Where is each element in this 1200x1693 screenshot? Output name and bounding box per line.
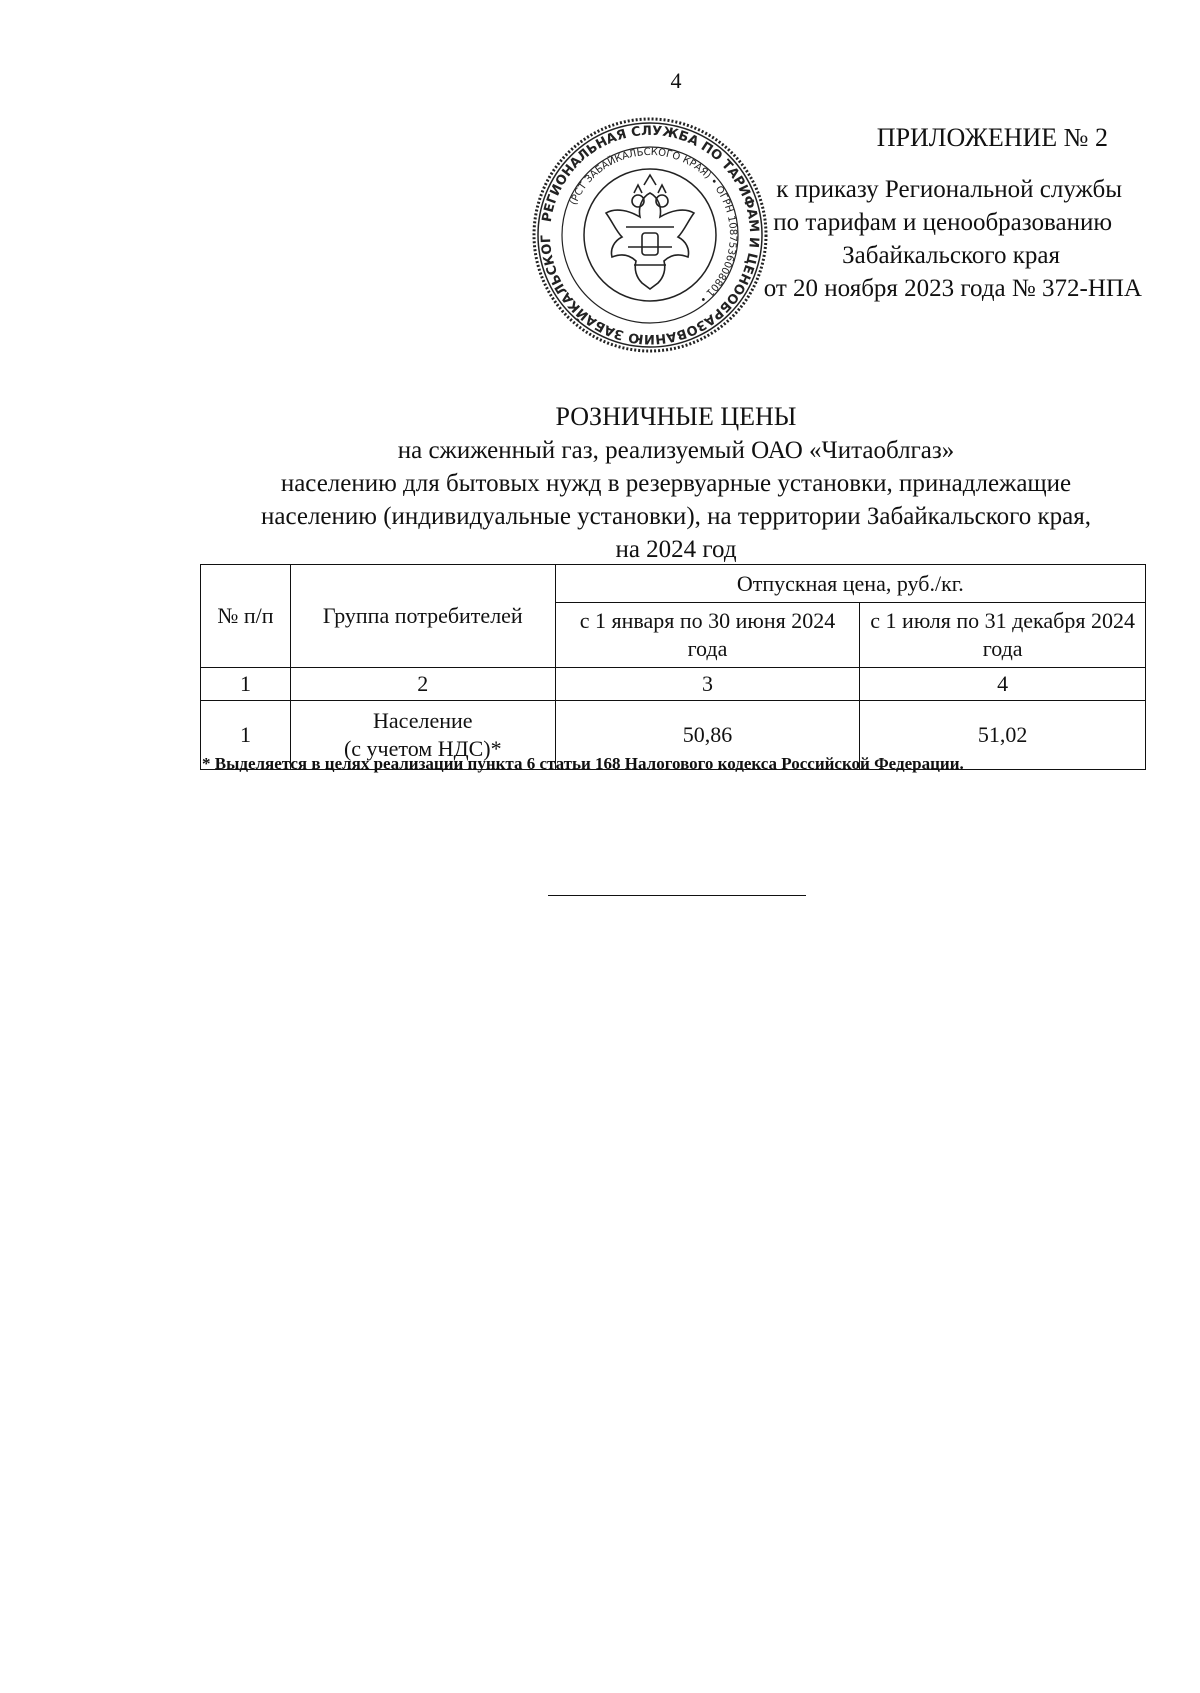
row-price-period-1: 50,86	[555, 701, 860, 770]
index-cell: 4	[860, 668, 1146, 701]
seal-graphic	[530, 115, 770, 355]
official-seal	[530, 115, 770, 355]
header-period-1: с 1 января по 30 июня 2024 года	[555, 603, 860, 668]
page-number: 4	[670, 68, 682, 93]
row-price-period-2: 51,02	[860, 701, 1146, 770]
header-number: № п/п	[201, 565, 291, 668]
svg-text:РЕГИОНАЛЬНАЯ СЛУЖБА ПО ТАРИФАМ: РЕГИОНАЛЬНАЯ СЛУЖБА ПО ТАРИФАМ И ЦЕНООБРАЗОВАНИЮ ЗАБАЙКАЛЬСКОГ	[538, 123, 762, 347]
appendix-line-3: Забайкальского края	[842, 242, 1060, 269]
price-table	[200, 564, 1146, 770]
document-subtitle-2: населению для бытовых нужд в резервуарные установки, принадлежащие	[280, 470, 1072, 497]
table-index-row	[201, 668, 1146, 701]
row-number: 1	[201, 701, 291, 770]
document-subtitle-1: на сжиженный газ, реализуемый ОАО «Читаоблгаз»	[397, 437, 955, 464]
eagle-emblem-icon	[606, 175, 694, 289]
end-divider	[548, 895, 806, 896]
index-cell: 3	[555, 668, 860, 701]
group-note: (с учетом НДС)*	[343, 736, 502, 761]
group-name: Население	[373, 708, 473, 733]
index-cell: 2	[290, 668, 555, 701]
header-consumer-group: Группа потребителей	[290, 565, 555, 668]
document-subtitle-4: на 2024 год	[615, 536, 737, 563]
appendix-line-4: от 20 ноября 2023 года № 372-НПА	[763, 275, 1142, 302]
index-cell: 1	[201, 668, 291, 701]
document-subtitle-3: населению (индивидуальные установки), на территории Забайкальского края,	[260, 503, 1091, 530]
footnote: * Выделяется в целях реализации пункта 6 статьи 168 Налогового кодекса Российской Федерации.	[202, 754, 964, 773]
table-header-row	[201, 565, 1146, 603]
appendix-line-2: по тарифам и ценообразованию	[773, 209, 1112, 236]
header-period-2: с 1 июля по 31 декабря 2024 года	[860, 603, 1146, 668]
document-title: РОЗНИЧНЫЕ ЦЕНЫ	[555, 402, 797, 431]
appendix-line-1: к приказу Региональной службы	[776, 176, 1122, 203]
appendix-title: ПРИЛОЖЕНИЕ № 2	[876, 123, 1108, 152]
svg-text:(РСТ ЗАБАЙКАЛЬСКОГО КРАЯ) • ОГ: (РСТ ЗАБАЙКАЛЬСКОГО КРАЯ) • ОГРН 1087536008801 •	[568, 146, 739, 305]
header-release-price: Отпускная цена, руб./кг.	[555, 565, 1145, 603]
